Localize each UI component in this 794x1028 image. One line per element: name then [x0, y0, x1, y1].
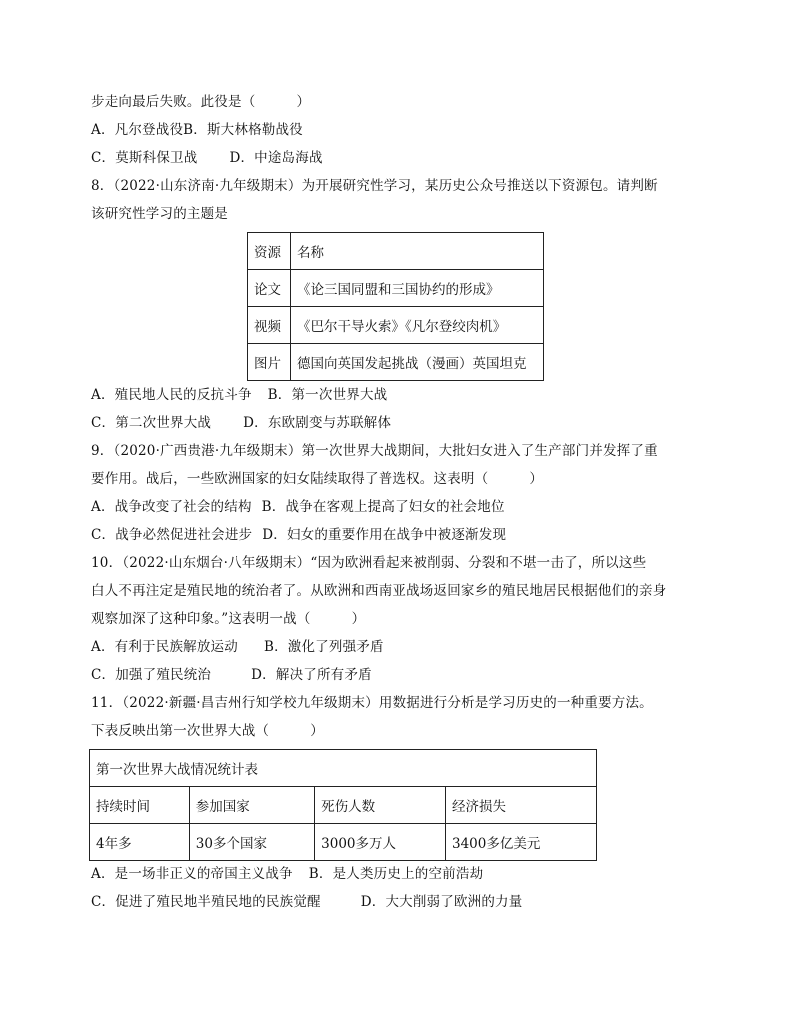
- q10-stem-1: 10．（2022·山东烟台·八年级期末）“因为欧洲看起来被削弱、分裂和不堪一击了，所以这些: [91, 555, 647, 571]
- q11-stem-1: 11．（2022·新疆·昌吉州行知学校九年级期末）用数据进行分析是学习历史的一种重要方法。: [91, 695, 653, 711]
- table-row: [248, 344, 544, 381]
- table-cell: 《巴尔干导火索》《凡尔登绞肉机》: [291, 307, 544, 344]
- q9-option-c: C．战争必然促进社会进步: [91, 527, 253, 543]
- resource-table: [247, 232, 544, 381]
- q8-option-b: B．第一次世界大战: [267, 387, 388, 403]
- q10-options-cd: [91, 665, 372, 685]
- q11-options-cd: [91, 892, 522, 912]
- q11-stem-2: 下表反映出第一次世界大战（ ）: [91, 723, 324, 739]
- q10-option-d: D．解决了所有矛盾: [251, 667, 372, 683]
- q9-stem-2: 要作用。战后，一些欧洲国家的妇女陆续取得了普选权。这表明（ ）: [91, 471, 544, 487]
- table-header-cell: 死伤人数: [315, 787, 446, 824]
- q8-stem-1: 8．（2022·山东济南·九年级期末）为开展研究性学习，某历史公众号推送以下资源包。请判断: [91, 178, 658, 194]
- table-cell: 德国向英国发起挑战（漫画）英国坦克: [291, 344, 544, 381]
- q9-stem-1: 9．（2020·广西贵港·九年级期末）第一次世界大战期间，大批妇女进入了生产部门并发挥了重: [91, 443, 658, 459]
- q10-option-b: B．激化了列强矛盾: [263, 639, 384, 655]
- table-cell: 图片: [248, 344, 291, 381]
- table-cell: 资源: [248, 233, 291, 270]
- q8-option-c: C．第二次世界大战: [91, 415, 212, 431]
- q8-stem-2: 该研究性学习的主题是: [91, 206, 228, 222]
- table-row: [90, 824, 597, 861]
- table-cell: 4年多: [90, 824, 190, 861]
- q8-options-ab: [91, 385, 387, 405]
- q10-options-ab: [91, 637, 384, 657]
- table-row: [90, 750, 597, 787]
- table-cell: 论文: [248, 270, 291, 307]
- ww1-statistics-table: [89, 749, 597, 861]
- q11-option-a: A．是一场非正义的帝国主义战争: [91, 866, 293, 882]
- q10-stem-2: 白人不再注定是殖民地的统治者了。从欧洲和西南亚战场返回家乡的殖民地居民根据他们的亲身: [91, 583, 667, 599]
- q9-option-a: A．战争改变了社会的结构: [91, 499, 252, 515]
- q11-option-c: C．促进了殖民地半殖民地的民族觉醒: [91, 894, 321, 910]
- q7-option-c: C．莫斯科保卫战: [91, 150, 198, 166]
- q9-options-cd: [91, 525, 506, 545]
- q11-option-b: B．是人类历史上的空前浩劫: [308, 866, 484, 882]
- q9-option-d: D．妇女的重要作用在战争中被逐渐发现: [262, 527, 507, 543]
- q7-option-d: D．中途岛海战: [229, 150, 323, 166]
- table-row: [248, 270, 544, 307]
- table-row: [248, 307, 544, 344]
- q9-options-ab: [91, 497, 505, 517]
- table-cell: 视频: [248, 307, 291, 344]
- q8-option-d: D．东欧剧变与苏联解体: [243, 415, 392, 431]
- table-row: [90, 787, 597, 824]
- table-cell: 3400多亿美元: [446, 824, 597, 861]
- q8-option-a: A．殖民地人民的反抗斗争: [91, 387, 252, 403]
- table-cell: 30多个国家: [189, 824, 314, 861]
- table-cell: 《论三国同盟和三国协约的形成》: [291, 270, 544, 307]
- q7-options-cd: [91, 148, 323, 168]
- q11-options-ab: [91, 864, 483, 884]
- q10-option-a: A．有利于民族解放运动: [91, 639, 238, 655]
- q7-options-ab: A．凡尔登战役B．斯大林格勒战役: [91, 122, 303, 138]
- table-cell: 3000多万人: [315, 824, 446, 861]
- q10-option-c: C．加强了殖民统治: [91, 667, 212, 683]
- table-header-cell: 持续时间: [90, 787, 190, 824]
- q11-option-d: D．大大削弱了欧洲的力量: [360, 894, 523, 910]
- q8-options-cd: [91, 413, 391, 433]
- table-row: [248, 233, 544, 270]
- table-title-cell: 第一次世界大战情况统计表: [90, 750, 597, 787]
- q7-stem-end: 步走向最后失败。此役是（ ）: [91, 94, 311, 110]
- q9-option-b: B．战争在客观上提高了妇女的社会地位: [261, 499, 505, 515]
- table-cell: 名称: [291, 233, 544, 270]
- table-header-cell: 参加国家: [189, 787, 314, 824]
- q10-stem-3: 观察加深了这种印象。”这表明一战（ ）: [91, 611, 366, 627]
- table-header-cell: 经济损失: [446, 787, 597, 824]
